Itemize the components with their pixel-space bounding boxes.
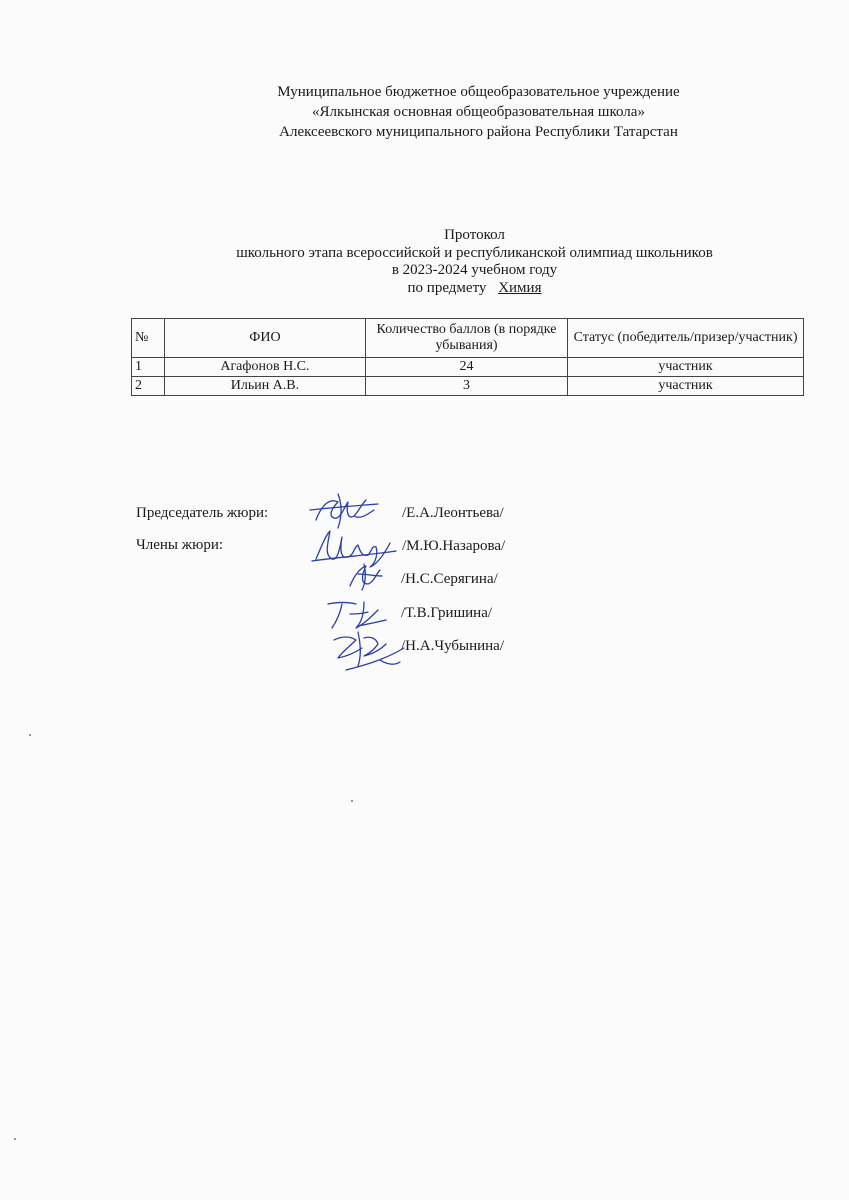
scan-speck — [351, 800, 353, 802]
header-name: ФИО — [164, 319, 365, 358]
jury-chair-label: Председатель жюри: — [136, 505, 269, 521]
table-header-row — [132, 319, 804, 358]
table-row — [132, 377, 804, 396]
jury-member-name: /М.Ю.Назарова/ — [402, 538, 506, 554]
protocol-title: Протокол — [444, 227, 505, 243]
row-status: участник — [568, 358, 804, 377]
school-header — [0, 82, 849, 142]
jury-member-name: /Н.С.Серягина/ — [401, 571, 498, 587]
jury-chair-name: /Е.А.Леонтьева/ — [402, 505, 504, 521]
table-row — [132, 358, 804, 377]
header-score: Количество баллов (в порядке убывания) — [365, 319, 567, 358]
row-name: Агафонов Н.С. — [164, 358, 365, 377]
jury-member-name: /Н.А.Чубынина/ — [401, 638, 505, 654]
row-status: участник — [568, 377, 804, 396]
header-line-1: Муниципальное бюджетное общеобразовательное учреждение — [277, 84, 680, 100]
subject-prefix: по предмету — [407, 279, 487, 296]
row-name: Ильин А.В. — [164, 377, 365, 396]
row-num: 1 — [132, 358, 165, 377]
header-num: № — [132, 319, 165, 358]
header-status: Статус (победитель/призер/участник) — [568, 319, 804, 358]
jury-member-name: /Т.В.Гришина/ — [401, 605, 493, 621]
jury-members-label: Члены жюри: — [136, 537, 224, 553]
protocol-description: школьного этапа всероссийской и республиканской олимпиад школьников — [236, 244, 713, 261]
header-line-2: «Ялкынская основная общеобразовательная школа» — [312, 104, 645, 120]
header-line-3: Алексеевского муниципального района Республики Татарстан — [279, 124, 678, 140]
protocol-subject-line — [0, 280, 849, 298]
protocol-title-block — [0, 227, 849, 297]
row-num: 2 — [132, 377, 165, 396]
member-signature-2 — [340, 562, 390, 592]
scan-speck — [14, 1138, 16, 1140]
member-signature-4 — [328, 626, 408, 676]
row-score: 24 — [365, 358, 567, 377]
subject-name: Химия — [498, 279, 542, 296]
results-table — [131, 318, 804, 396]
scan-speck — [29, 734, 31, 736]
protocol-year: в 2023-2024 учебном году — [391, 262, 558, 278]
row-score: 3 — [365, 377, 567, 396]
